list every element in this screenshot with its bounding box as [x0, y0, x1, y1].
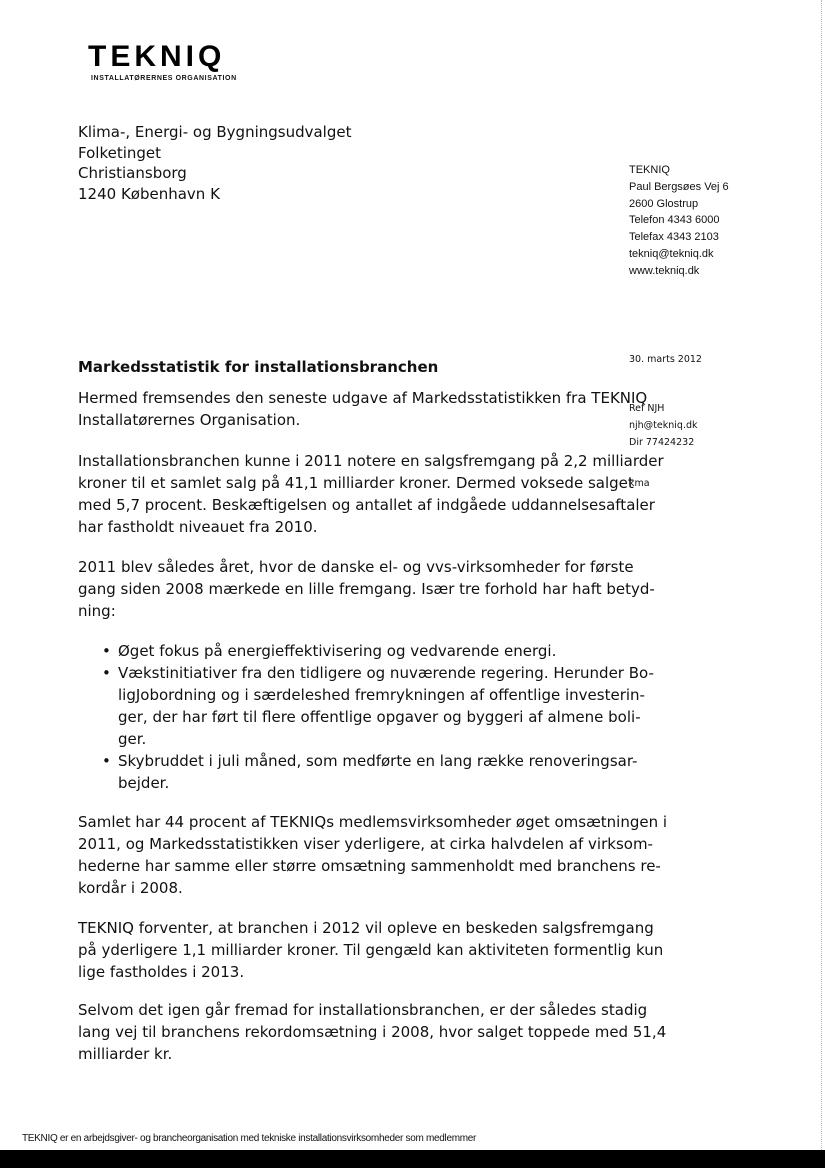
sender-line: TEKNIQ [629, 164, 670, 176]
text-line: Hermed fremsendes den seneste udgave af Markedsstatistikken fra TEKNIQ [78, 389, 648, 407]
text-line: Samlet har 44 procent af TEKNIQs medlemsvirksomheder øget omsætningen i [78, 813, 668, 831]
scan-edge [820, 0, 822, 1150]
sender-email: tekniq@tekniq.dk [629, 247, 714, 260]
paragraph-1 [78, 387, 647, 431]
text-line: ger. [118, 730, 147, 748]
bullet-icon: • [102, 664, 111, 682]
text-line: 2011 blev således året, hvor de danske el- og vvs-virksomheder for første [78, 558, 634, 576]
recipient-line: Christiansborg [78, 164, 187, 182]
text-line: TEKNIQ forventer, at branchen i 2012 vil opleve en beskeden salgsfremgang [78, 919, 654, 937]
bullet-icon: • [102, 752, 111, 770]
text-line: Installationsbranchen kunne i 2011 notere en salgsfremgang på 2,2 milliarder [78, 452, 664, 470]
text-line: kroner til et samlet salg på 41,1 milliarder kroner. Dermed voksede salget [78, 474, 634, 492]
text-line: gang siden 2008 mærkede en lille fremgang. Især tre forhold har haft betyd- [78, 580, 655, 598]
text-line: kordår i 2008. [78, 879, 183, 897]
footer-text: TEKNIQ er en arbejdsgiver- og brancheorganisation med tekniske installationsvirksomheder som medlemmer [22, 1133, 477, 1144]
paragraph-3 [78, 556, 655, 622]
recipient-line: 1240 København K [78, 184, 220, 203]
recipient-line: Klima-, Energi- og Bygningsudvalget [78, 123, 352, 141]
logo-tagline: INSTALLATØRERNES ORGANISATION [91, 75, 237, 82]
text-line: lige fastholdes i 2013. [78, 963, 245, 981]
ref-line: Ref NJH [629, 403, 665, 414]
text-line: ning: [78, 602, 116, 620]
paragraph-2 [78, 450, 664, 538]
sender-line: 2600 Glostrup [629, 197, 699, 210]
sender-line: Paul Bergsøes Vej 6 [629, 180, 729, 193]
text-line: bejder. [118, 774, 170, 792]
sender-website: www.tekniq.dk [629, 264, 700, 277]
scan-bottom-bar [0, 1150, 825, 1168]
ref-line: Dir 77424232 [629, 436, 695, 448]
sender-line: Telefon 4343 6000 [629, 214, 720, 227]
text-line: Vækstinitiativer fra den tidligere og nuværende regering. Herunder Bo- [118, 664, 654, 682]
sender-line: Telefax 4343 2103 [629, 231, 719, 244]
text-line: ligJobordning og i særdeleshed fremrykningen af offentlige investerin- [118, 686, 645, 704]
list-item [78, 640, 654, 662]
text-line: Selvom det igen går fremad for installationsbranchen, er der således stadig [78, 1001, 648, 1019]
text-line: 2011, og Markedsstatistikken viser yderligere, at cirka halvdelen af virksom- [78, 835, 653, 853]
text-line: Installatørernes Organisation. [78, 411, 301, 429]
tekniq-logo [88, 42, 237, 82]
text-line: med 5,7 procent. Beskæftigelsen og antallet af indgåede uddannelsesaftaler [78, 496, 655, 514]
text-line: milliarder kr. [78, 1045, 173, 1063]
paragraph-4 [78, 811, 667, 899]
text-line: hederne har samme eller større omsætning sammenholdt med branchens re- [78, 857, 661, 875]
text-line: har fastholdt niveauet fra 2010. [78, 518, 318, 536]
text-line: Skybruddet i juli måned, som medførte en lang række renoveringsar- [118, 752, 638, 770]
bullet-icon: • [102, 642, 111, 660]
list-item [78, 750, 654, 794]
sender-block [629, 162, 729, 280]
text-line: ger, der har ført til flere offentlige opgaver og byggeri af almene boli- [118, 708, 641, 726]
initials: kma [629, 478, 650, 489]
recipient-address [78, 122, 351, 204]
text-line: lang vej til branchens rekordomsætning i 2008, hvor salget toppede med 51,4 [78, 1023, 667, 1041]
ref-line: njh@tekniq.dk [629, 419, 698, 431]
bullet-list [78, 640, 654, 794]
paragraph-5 [78, 917, 663, 983]
recipient-line: Folketinget [78, 143, 162, 162]
list-item [78, 662, 654, 750]
letter-date: 30. marts 2012 [629, 354, 702, 365]
text-line: Øget fokus på energieffektivisering og vedvarende energi. [118, 642, 557, 660]
text-line: på yderligere 1,1 milliarder kroner. Til gengæld kan aktiviteten formentlig kun [78, 941, 664, 959]
letter-heading: Markedsstatistik for installationsbranchen [78, 358, 439, 376]
logo-wordmark: TEKNIQ [88, 40, 226, 73]
paragraph-6 [78, 999, 666, 1065]
